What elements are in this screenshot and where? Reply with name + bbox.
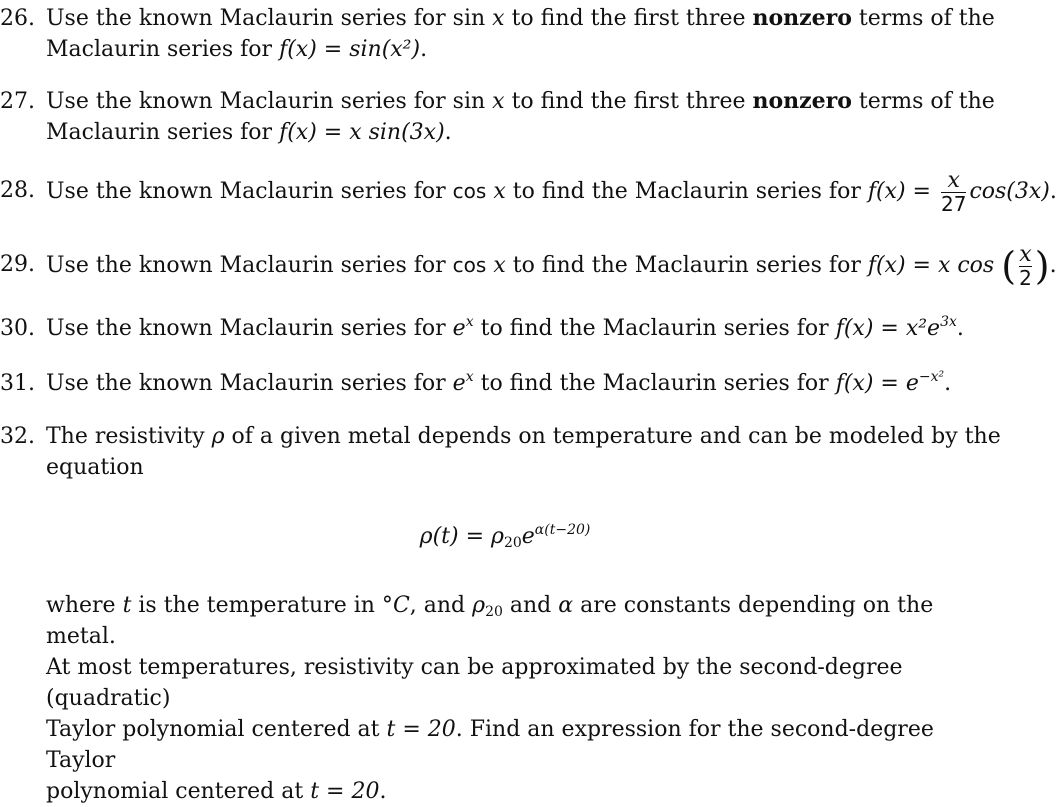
text-segment: . bbox=[1049, 253, 1057, 278]
problem-text bbox=[46, 421, 1010, 807]
math-variable: x bbox=[492, 6, 505, 31]
problem-29 bbox=[0, 241, 1057, 290]
problem-number: 26. bbox=[0, 6, 35, 31]
problem-line bbox=[46, 86, 1010, 117]
math-expression: f(x) = x sin(3x) bbox=[279, 120, 445, 145]
text-segment: Maclaurin series for bbox=[46, 37, 280, 62]
problem-line bbox=[46, 421, 1010, 452]
text-segment: , and bbox=[409, 593, 473, 618]
problem-line: At most temperatures, resistivity can be approximated by the second-degree (quadratic) bbox=[46, 655, 903, 711]
problem-number: 31. bbox=[0, 371, 35, 396]
math-expression: ρ(t) = ρ bbox=[419, 524, 504, 549]
text-segment: to find the Maclaurin series for bbox=[505, 179, 868, 204]
right-paren: ) bbox=[1034, 244, 1050, 288]
fraction-denominator: 2 bbox=[1019, 265, 1032, 290]
text-segment: polynomial centered at bbox=[46, 779, 311, 804]
text-segment: Maclaurin series for bbox=[46, 120, 280, 145]
problem-line bbox=[46, 714, 1010, 776]
text-segment: and bbox=[502, 593, 559, 618]
math-variable: ρ bbox=[472, 593, 486, 618]
emphasis: nonzero bbox=[752, 88, 852, 114]
problem-text bbox=[46, 86, 1010, 148]
math-exponent: −x² bbox=[918, 369, 945, 385]
text-segment: . bbox=[956, 316, 964, 341]
math-function: cos bbox=[452, 179, 487, 203]
math-variable: α bbox=[558, 593, 574, 618]
math-variable: ρ bbox=[211, 424, 225, 449]
text-segment: The resistivity bbox=[46, 424, 212, 449]
math-function: cos bbox=[452, 253, 487, 277]
problem-text bbox=[46, 241, 1057, 290]
math-variable: e bbox=[452, 316, 466, 341]
problem-27 bbox=[0, 86, 1010, 148]
text-segment: where bbox=[46, 593, 123, 618]
left-paren: ( bbox=[1001, 244, 1017, 288]
text-segment: to find the Maclaurin series for bbox=[473, 371, 836, 396]
math-expression: f(x) = e bbox=[835, 371, 919, 396]
problem-line bbox=[46, 34, 1010, 65]
problem-28 bbox=[0, 167, 1057, 216]
problem-26 bbox=[0, 3, 1010, 65]
emphasis: nonzero bbox=[752, 5, 852, 31]
text-segment: Use the known Maclaurin series for bbox=[46, 89, 453, 114]
text-segment: . bbox=[444, 120, 452, 145]
problem-text bbox=[46, 3, 1010, 65]
problem-30 bbox=[0, 313, 1010, 344]
math-exponent: x bbox=[465, 314, 474, 330]
problem-text bbox=[46, 368, 1010, 399]
math-variable: x bbox=[493, 253, 506, 278]
text-segment: Use the known Maclaurin series for bbox=[46, 6, 453, 31]
math-expression: t = 20 bbox=[386, 717, 456, 742]
fraction bbox=[940, 167, 967, 216]
math-function: sin bbox=[452, 6, 486, 31]
problem-line bbox=[46, 776, 1010, 807]
math-variable: x bbox=[492, 89, 505, 114]
text-segment: to find the Maclaurin series for bbox=[505, 253, 868, 278]
math-expression: f(x) = x²e bbox=[835, 316, 941, 341]
problem-text bbox=[46, 167, 1057, 216]
math-expression: t = 20 bbox=[310, 779, 380, 804]
text-segment: Taylor polynomial centered at bbox=[46, 717, 387, 742]
text-segment: to find the first three bbox=[504, 89, 753, 114]
problem-number: 29. bbox=[0, 252, 35, 277]
text-segment: to find the first three bbox=[504, 6, 753, 31]
math-expression: cos(3x) bbox=[969, 179, 1050, 204]
problem-text bbox=[46, 313, 1010, 344]
text-segment: is the temperature in ° bbox=[131, 593, 393, 618]
text-segment: terms of the bbox=[851, 89, 995, 114]
math-variable: C bbox=[392, 593, 410, 618]
problem-number: 32. bbox=[0, 424, 35, 449]
math-function: sin bbox=[452, 89, 486, 114]
text-segment: are constants depending on the metal. bbox=[46, 593, 934, 649]
problem-line bbox=[46, 117, 1010, 148]
math-variable: e bbox=[452, 371, 466, 396]
problem-line bbox=[46, 590, 1010, 652]
problem-number: 30. bbox=[0, 316, 35, 341]
text-segment: . bbox=[379, 779, 387, 804]
text-segment: . Find an expression for the second-degree Taylor bbox=[46, 717, 934, 773]
math-subscript: 20 bbox=[503, 535, 522, 551]
fraction bbox=[1019, 241, 1032, 290]
text-segment: to find the Maclaurin series for bbox=[473, 316, 836, 341]
math-variable: t bbox=[122, 593, 132, 618]
text-segment: Use the known Maclaurin series for bbox=[46, 371, 453, 396]
math-expression: f(x) = sin(x²) bbox=[279, 37, 421, 62]
problem-32 bbox=[0, 421, 1010, 807]
math-subscript: 20 bbox=[485, 604, 503, 620]
math-exponent: 3x bbox=[940, 314, 957, 330]
math-expression: f(x) = bbox=[867, 179, 931, 204]
text-segment: . bbox=[420, 37, 428, 62]
text-segment: Use the known Maclaurin series for bbox=[46, 179, 453, 204]
problem-line bbox=[46, 3, 1010, 34]
math-expression: f(x) = x cos bbox=[867, 253, 995, 278]
text-segment: of a given metal depends on temperature and can be modeled by the bbox=[224, 424, 1001, 449]
text-segment: terms of the bbox=[851, 6, 995, 31]
problem-31 bbox=[0, 368, 1010, 399]
problem-number: 27. bbox=[0, 89, 35, 114]
math-variable: e bbox=[521, 524, 535, 549]
text-segment: Use the known Maclaurin series for bbox=[46, 316, 453, 341]
display-equation bbox=[46, 521, 1010, 552]
text-segment: . bbox=[1049, 179, 1057, 204]
text-segment: Use the known Maclaurin series for bbox=[46, 253, 453, 278]
math-exponent: x bbox=[465, 369, 474, 385]
fraction-numerator: x bbox=[1019, 241, 1032, 267]
problem-number: 28. bbox=[0, 178, 35, 203]
math-exponent: α(t−20) bbox=[534, 522, 591, 538]
fraction-denominator: 27 bbox=[940, 191, 967, 216]
text-segment: . bbox=[944, 371, 952, 396]
problem-line: equation bbox=[46, 455, 144, 480]
fraction-numerator: x bbox=[947, 167, 960, 193]
math-variable: x bbox=[493, 179, 506, 204]
